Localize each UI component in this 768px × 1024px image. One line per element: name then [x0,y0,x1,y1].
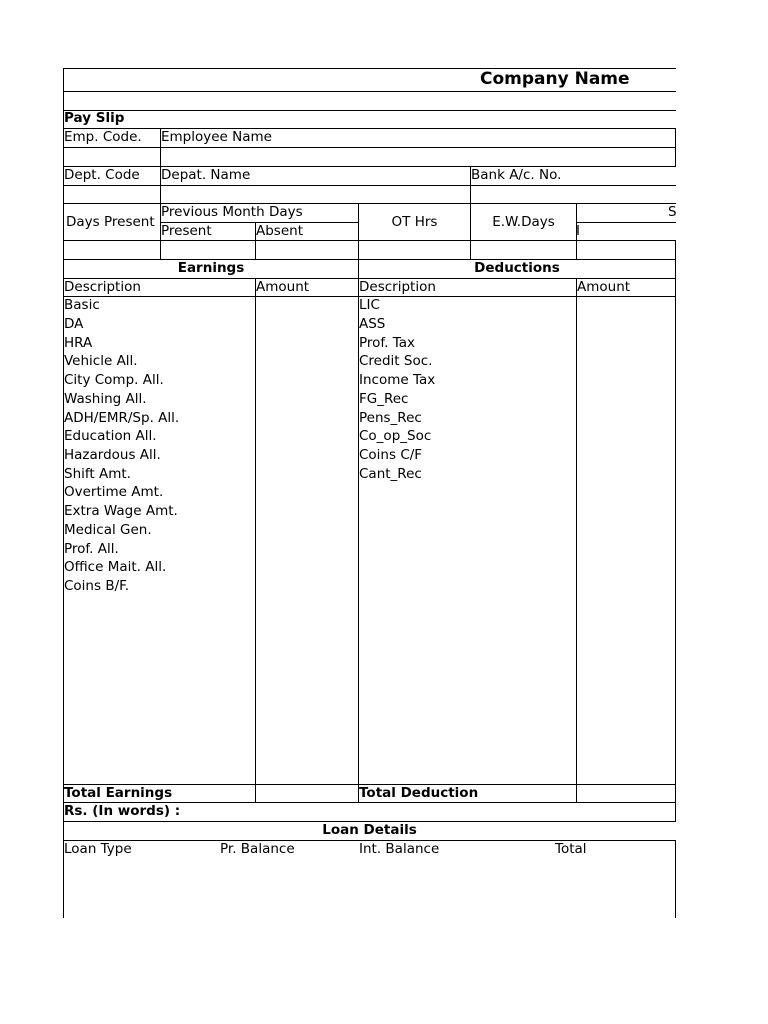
total-earnings-label: Total Earnings [64,785,173,801]
present-label: Present [161,223,212,239]
rule [576,222,676,223]
rule [255,278,256,802]
earning-item: Overtime Amt. [64,484,164,500]
deduction-item: Coins C/F [359,447,423,463]
earning-item: Washing All. [64,391,147,407]
deduction-item: ASS [359,316,386,332]
clipped-header-text: S [668,204,677,220]
rule [63,91,676,92]
earning-item: Shift Amt. [64,466,131,482]
deduction-item: FG_Rec [359,391,409,407]
loan-total-header: Total [555,841,587,857]
earning-item: Hazardous All. [64,447,161,463]
earning-item: Basic [64,297,100,313]
deduction-item: Prof. Tax [359,335,416,351]
deductions-description-header: Description [359,279,436,295]
rule [675,128,676,166]
loan-type-header: Loan Type [64,841,132,857]
dept-code-label: Dept. Code [64,167,140,183]
days-present-label: Days Present [66,214,155,230]
absent-label: Absent [256,223,303,239]
rule [63,203,676,204]
earning-item: City Comp. All. [64,372,164,388]
dept-name-label: Depat. Name [161,167,251,183]
total-deduction-label: Total Deduction [359,785,479,801]
rule [63,240,676,241]
rule [675,240,676,822]
previous-month-days-label: Previous Month Days [161,204,303,220]
rule [63,147,676,148]
amount-in-words-label: Rs. (In words) : [64,803,181,819]
earnings-amount-header: Amount [256,279,310,295]
earning-item: ADH/EMR/Sp. All. [64,410,180,426]
ew-days-label: E.W.Days [492,214,555,230]
rule [576,278,577,802]
earnings-description-header: Description [64,279,141,295]
bank-account-label: Bank A/c. No. [471,167,562,183]
pay-slip-title: Pay Slip [64,110,125,126]
earning-item: Education All. [64,428,157,444]
rule [675,840,676,918]
deduction-item: Credit Soc. [359,353,433,369]
earnings-heading: Earnings [177,260,245,276]
employee-name-label: Employee Name [161,129,272,145]
earning-item: HRA [64,335,93,351]
interest-balance-header: Int. Balance [359,841,440,857]
rule [63,166,676,167]
rule [63,128,676,129]
deduction-item: Income Tax [359,372,436,388]
emp-code-label: Emp. Code. [64,129,142,145]
earning-item: Office Mait. All. [64,559,167,575]
loan-details-heading: Loan Details [322,822,417,838]
earning-item: Medical Gen. [64,522,152,538]
earning-item: Coins B/F. [64,578,130,594]
earning-item: DA [64,316,84,332]
deduction-item: LIC [359,297,380,313]
rule [63,110,676,111]
principal-balance-header: Pr. Balance [220,841,295,857]
earning-item: Extra Wage Amt. [64,503,178,519]
deduction-item: Cant_Rec [359,466,422,482]
deductions-amount-header: Amount [577,279,631,295]
rule [63,185,676,186]
clipped-header-text: I [576,223,580,239]
ot-hrs-label: OT Hrs [391,214,438,230]
company-name: Company Name [480,69,630,89]
earning-item: Prof. All. [64,541,119,557]
earning-item: Vehicle All. [64,353,138,369]
deductions-heading: Deductions [474,260,560,276]
deduction-item: Co_op_Soc [359,428,432,444]
deduction-item: Pens_Rec [359,410,422,426]
